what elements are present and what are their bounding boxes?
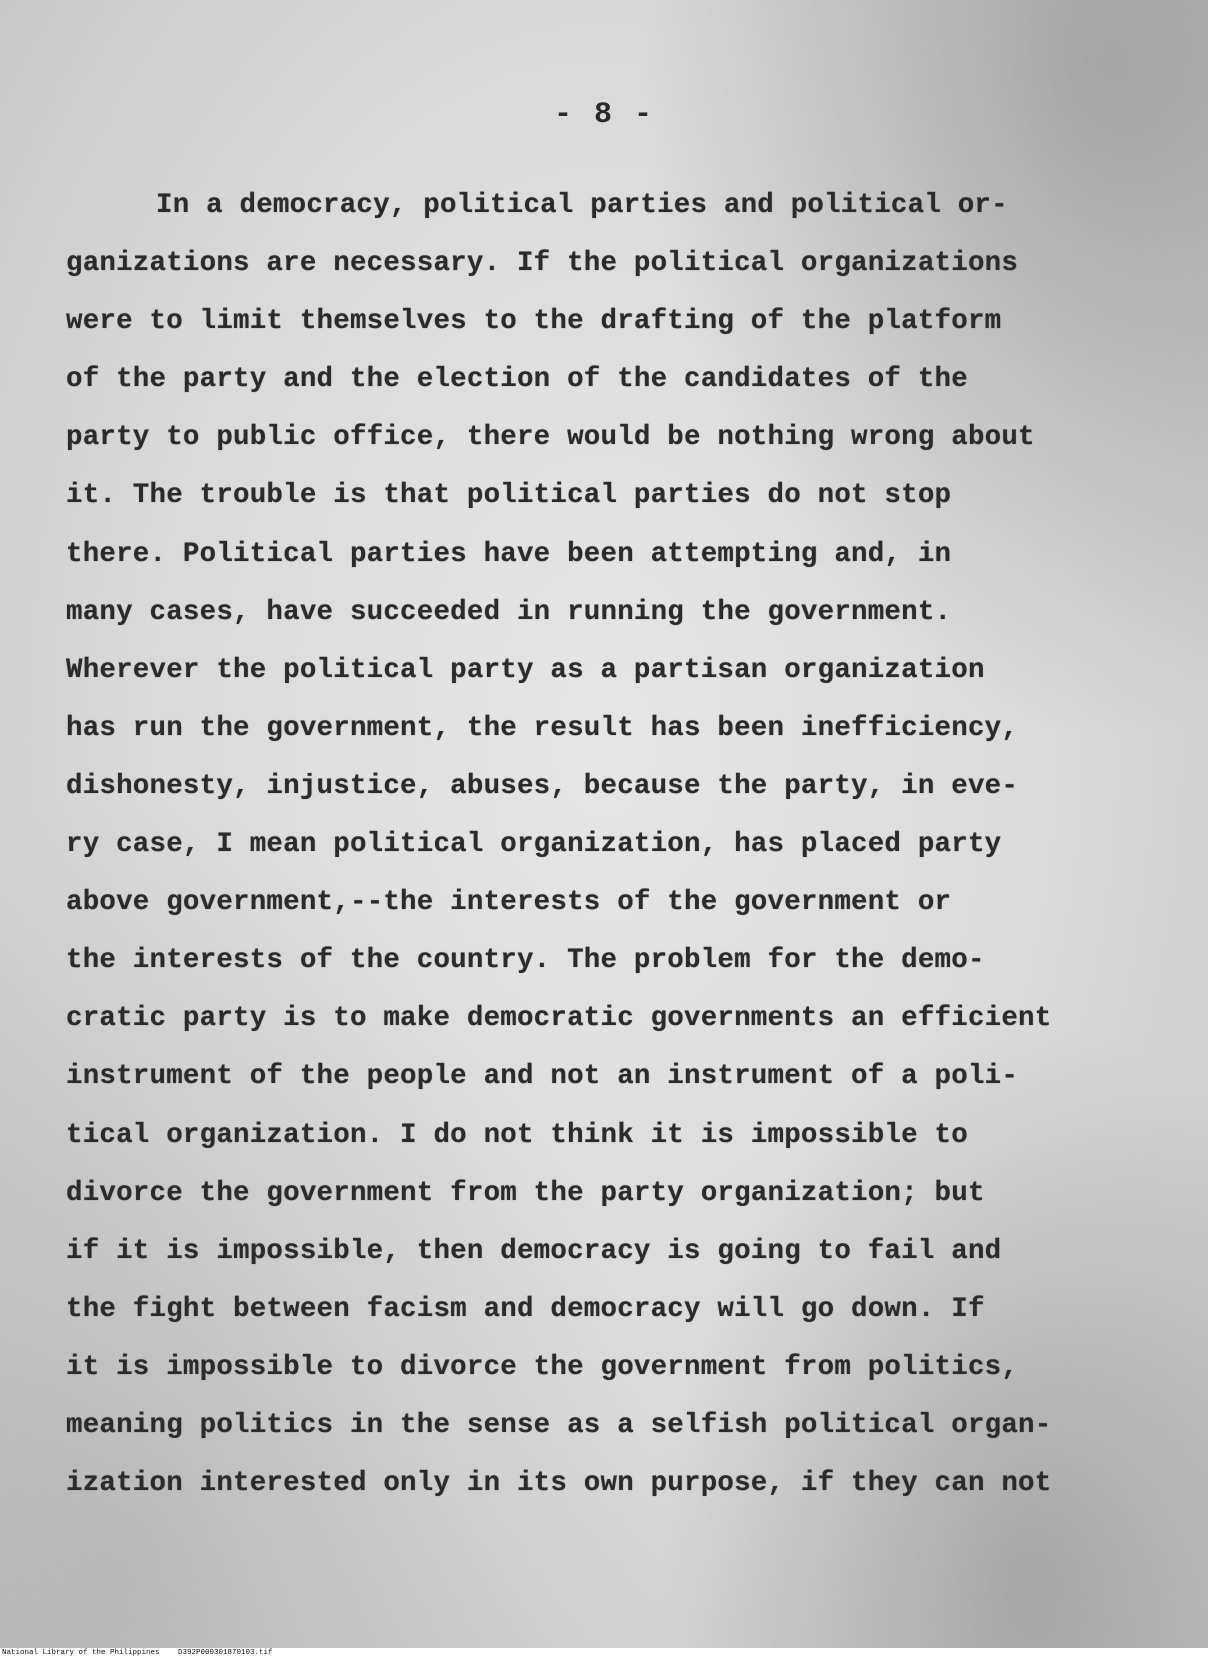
text-line: ization interested only in its own purpose, if they can not [66, 1468, 1052, 1500]
text-line: party to public office, there would be nothing wrong about [66, 422, 1035, 454]
text-line: In a democracy, political parties and political or- [156, 190, 1008, 221]
text-line: it is impossible to divorce the government from politics, [66, 1351, 1019, 1383]
text-line: Wherever the political party as a partisan organization [66, 654, 985, 686]
text-line: ganizations are necessary. If the political organizations [66, 248, 1019, 280]
text-line: were to limit themselves to the drafting of the platform [66, 306, 1002, 338]
text-line: ry case, I mean political organization, has placed party [66, 829, 1002, 861]
text-line: there. Political parties have been attempting and, in [66, 538, 952, 570]
text-line: meaning politics in the sense as a selfish political organ- [66, 1409, 1052, 1441]
text-line: the fight between facism and democracy will go down. If [66, 1293, 985, 1325]
text-line: instrument of the people and not an instrument of a poli- [66, 1061, 1019, 1093]
footer-institution: National Library of the Philippines [2, 1649, 160, 1657]
text-line: dishonesty, injustice, abuses, because the party, in eve- [66, 770, 1019, 802]
text-line: divorce the government from the party organization; but [66, 1177, 985, 1209]
text-line: the interests of the country. The problem for the demo- [66, 945, 985, 977]
text-line: has run the government, the result has been inefficiency, [66, 712, 1019, 744]
text-line: tical organization. I do not think it is impossible to [66, 1119, 968, 1151]
text-line: cratic party is to make democratic governments an efficient [66, 1003, 1052, 1035]
text-line: it. The trouble is that political parties do not stop [66, 480, 952, 512]
typewritten-body [66, 186, 1146, 1522]
text-line: of the party and the election of the candidates of the [66, 364, 968, 396]
text-line: many cases, have succeeded in running the government. [66, 596, 952, 628]
page-number: - 8 - [553, 98, 654, 132]
text-line: above government,--the interests of the government or [66, 887, 952, 919]
text-line: if it is impossible, then democracy is going to fail and [66, 1235, 1002, 1267]
scan-footer [2, 1648, 1208, 1658]
footer-file-id: D392P000301870103.tif [178, 1649, 273, 1657]
